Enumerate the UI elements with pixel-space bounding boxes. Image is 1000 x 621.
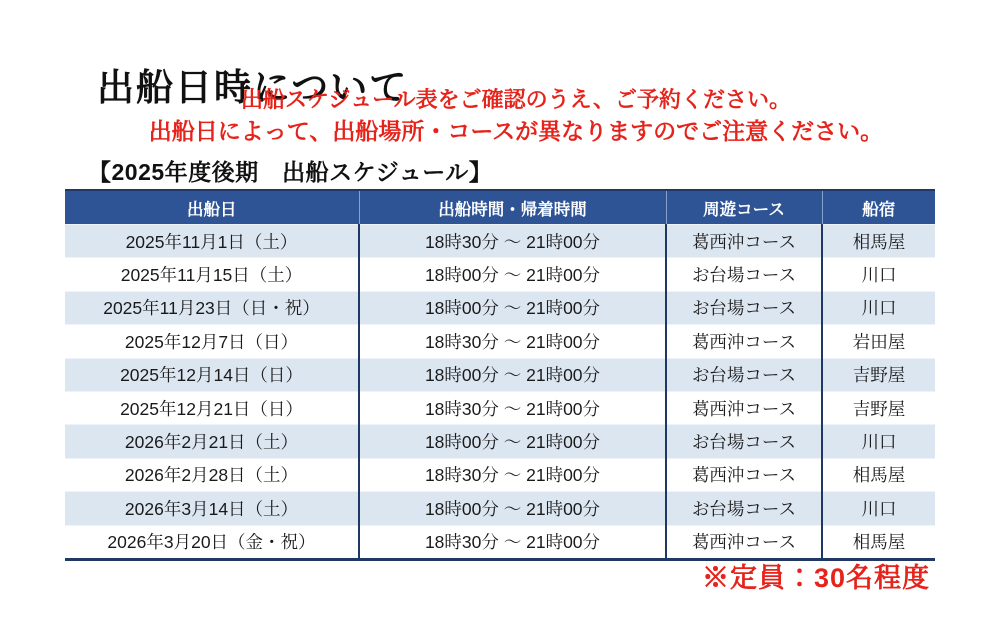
table-row — [65, 291, 935, 324]
cell-time: 18時00分 ～ 21時00分 — [359, 291, 666, 324]
cell-time: 18時30分 ～ 21時00分 — [359, 325, 666, 358]
column-header-date: 出船日 — [65, 190, 359, 225]
notice-line-1: 出船スケジュール表をご確認のうえ、ご予約ください。 — [240, 87, 791, 112]
cell-inn: 川口 — [822, 492, 935, 525]
cell-time: 18時30分 ～ 21時00分 — [359, 458, 666, 491]
table-row — [65, 225, 935, 258]
cell-course: お台場コース — [666, 492, 822, 525]
table-row — [65, 425, 935, 458]
notice-block — [30, 85, 1000, 147]
schedule-table-wrap — [65, 189, 935, 561]
cell-date: 2025年11月15日（土） — [65, 258, 359, 291]
capacity-note: ※定員：30名程度 — [701, 563, 930, 593]
cell-course: 葛西沖コース — [666, 525, 822, 559]
schedule-table — [65, 189, 935, 561]
cell-course: 葛西沖コース — [666, 391, 822, 424]
table-row — [65, 358, 935, 391]
cell-time: 18時30分 ～ 21時00分 — [359, 391, 666, 424]
page-title: 出船日時について — [97, 64, 409, 109]
notice-line-2: 出船日によって、出船場所・コースが異なりますのでご注意ください。 — [148, 118, 884, 144]
cell-date: 2026年3月20日（金・祝） — [65, 525, 359, 559]
cell-course: お台場コース — [666, 358, 822, 391]
cell-date: 2025年12月7日（日） — [65, 325, 359, 358]
table-row — [65, 458, 935, 491]
cell-inn: 川口 — [822, 291, 935, 324]
cell-time: 18時30分 ～ 21時00分 — [359, 525, 666, 559]
cell-course: お台場コース — [666, 291, 822, 324]
schedule-table-body — [65, 225, 935, 560]
cell-inn: 相馬屋 — [822, 458, 935, 491]
table-row — [65, 391, 935, 424]
cell-date: 2026年3月14日（土） — [65, 492, 359, 525]
table-row — [65, 258, 935, 291]
cell-course: お台場コース — [666, 425, 822, 458]
cell-time: 18時00分 ～ 21時00分 — [359, 492, 666, 525]
cell-course: 葛西沖コース — [666, 458, 822, 491]
cell-time: 18時30分 ～ 21時00分 — [359, 225, 666, 258]
cell-date: 2025年12月21日（日） — [65, 391, 359, 424]
table-row — [65, 525, 935, 559]
cell-course: 葛西沖コース — [666, 325, 822, 358]
cell-date: 2025年12月14日（日） — [65, 358, 359, 391]
cell-date: 2025年11月1日（土） — [65, 225, 359, 258]
schedule-heading: 【2025年度後期 出船スケジュール】 — [88, 159, 493, 185]
cell-inn: 岩田屋 — [822, 325, 935, 358]
cell-date: 2025年11月23日（日・祝） — [65, 291, 359, 324]
table-row — [65, 492, 935, 525]
cell-date: 2026年2月21日（土） — [65, 425, 359, 458]
cell-date: 2026年2月28日（土） — [65, 458, 359, 491]
cell-time: 18時00分 ～ 21時00分 — [359, 358, 666, 391]
column-header-time: 出船時間・帰着時間 — [359, 190, 666, 225]
cell-inn: 川口 — [822, 258, 935, 291]
table-row — [65, 325, 935, 358]
cell-inn: 吉野屋 — [822, 391, 935, 424]
column-header-inn: 船宿 — [822, 190, 935, 225]
column-header-course: 周遊コース — [666, 190, 822, 225]
cell-time: 18時00分 ～ 21時00分 — [359, 425, 666, 458]
cell-inn: 相馬屋 — [822, 225, 935, 258]
cell-inn: 相馬屋 — [822, 525, 935, 559]
cell-inn: 吉野屋 — [822, 358, 935, 391]
cell-course: お台場コース — [666, 258, 822, 291]
cell-course: 葛西沖コース — [666, 225, 822, 258]
cell-inn: 川口 — [822, 425, 935, 458]
cell-time: 18時00分 ～ 21時00分 — [359, 258, 666, 291]
table-header-row — [65, 190, 935, 225]
